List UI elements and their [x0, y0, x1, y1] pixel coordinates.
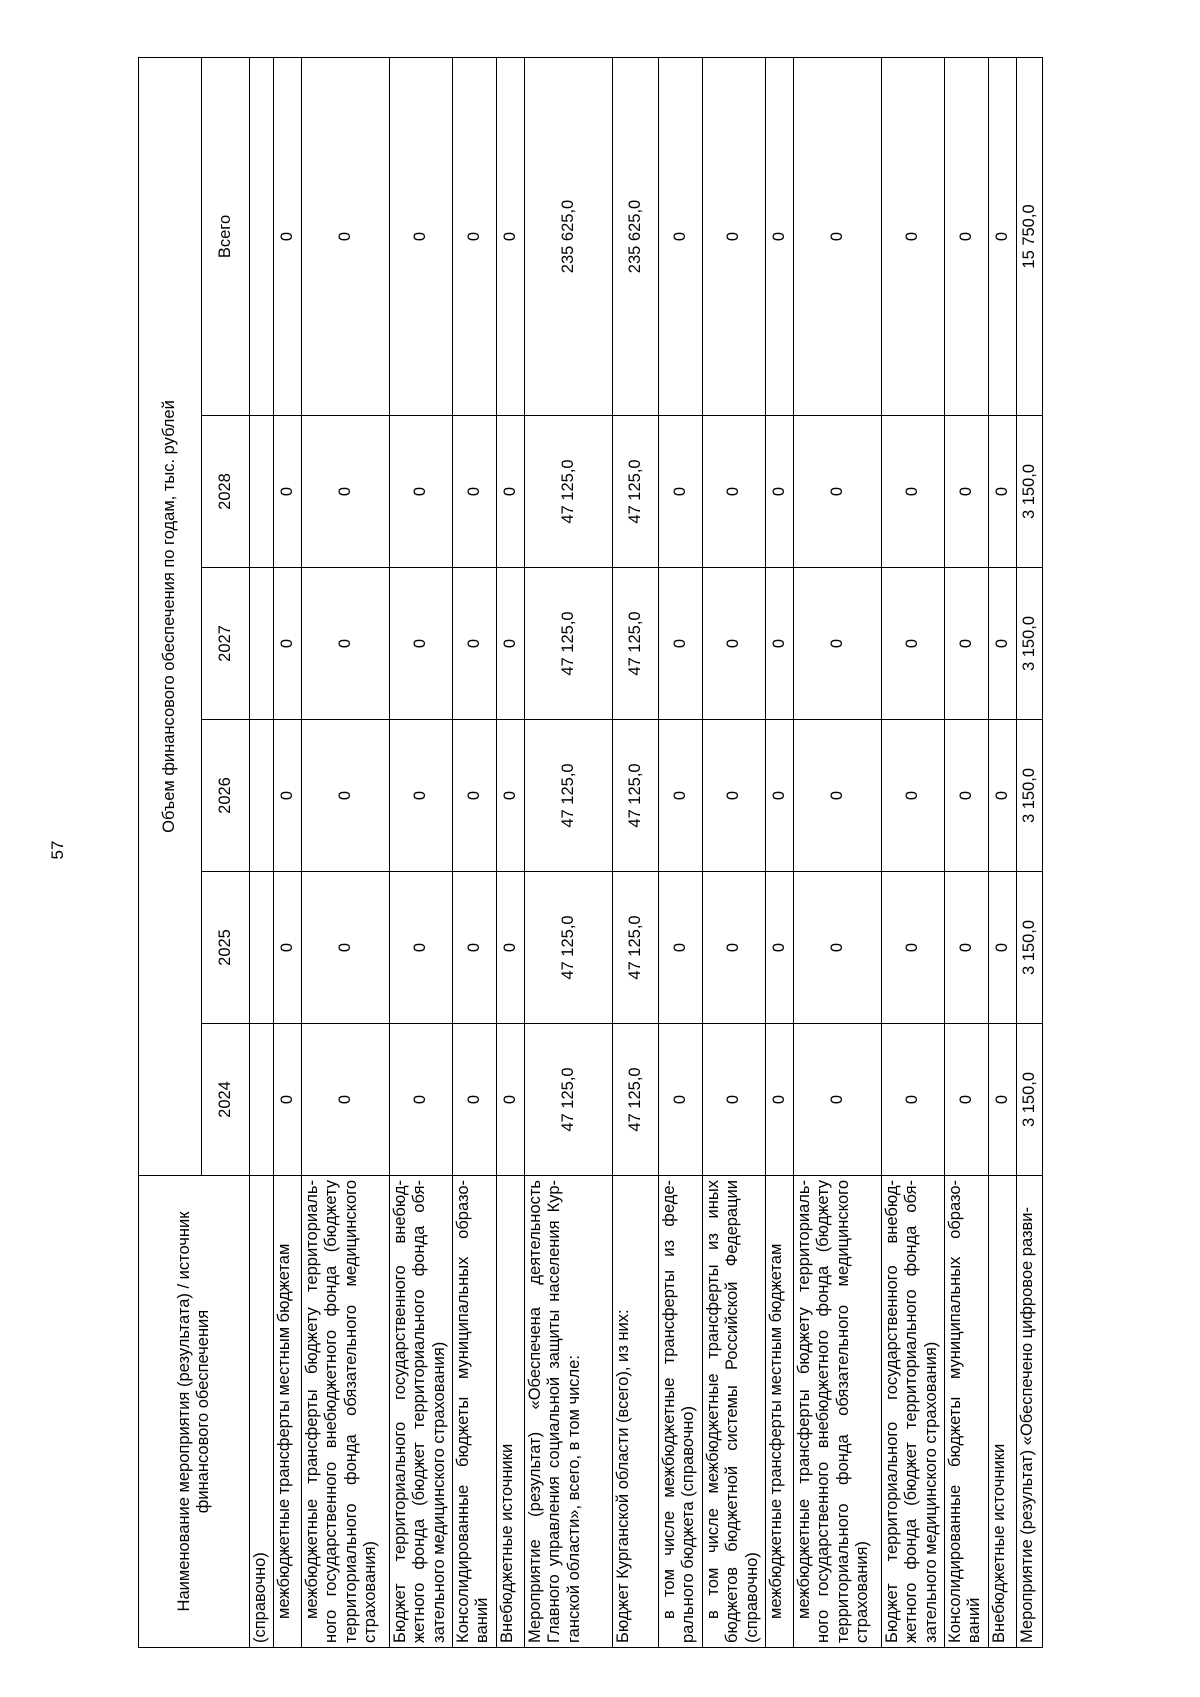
- column-header-year: Всего: [202, 57, 250, 415]
- value-cell: 0: [794, 720, 882, 872]
- value-cell: 0: [274, 568, 302, 720]
- row-label: межбюджетные трансферты бюджету территориаль-ного государственного внебюджетного фонда (бюджету территориального фонда обязательного медицинского страхования): [794, 1176, 882, 1648]
- value-cell: 0: [659, 872, 703, 1024]
- value-cell: 0: [989, 416, 1017, 568]
- value-cell: 47 125,0: [613, 416, 659, 568]
- value-cell: 0: [453, 416, 497, 568]
- table-row: [1017, 57, 1043, 1647]
- column-header-year: 2025: [202, 872, 250, 1024]
- value-cell: 0: [945, 416, 989, 568]
- table-row: [613, 57, 659, 1647]
- value-cell: 235 625,0: [525, 57, 613, 415]
- value-cell: 0: [945, 57, 989, 415]
- column-header-year: 2028: [202, 416, 250, 568]
- page-number: 57: [48, 840, 67, 860]
- value-cell: [250, 1024, 274, 1176]
- value-cell: 0: [766, 416, 794, 568]
- row-label: Внебюджетные источники: [989, 1176, 1017, 1648]
- value-cell: 0: [453, 57, 497, 415]
- value-cell: 47 125,0: [613, 872, 659, 1024]
- value-cell: 0: [302, 57, 390, 415]
- value-cell: 0: [794, 1024, 882, 1176]
- value-cell: 3 150,0: [1017, 720, 1043, 872]
- value-cell: [250, 720, 274, 872]
- value-cell: 0: [497, 416, 525, 568]
- row-label: межбюджетные трансферты местным бюджетам: [766, 1176, 794, 1648]
- value-cell: 0: [274, 720, 302, 872]
- value-cell: 15 750,0: [1017, 57, 1043, 415]
- column-header-year: 2026: [202, 720, 250, 872]
- value-cell: 3 150,0: [1017, 568, 1043, 720]
- table-row: [766, 57, 794, 1647]
- value-cell: 0: [274, 872, 302, 1024]
- value-cell: 0: [989, 872, 1017, 1024]
- value-cell: 0: [882, 1024, 945, 1176]
- value-cell: 0: [497, 872, 525, 1024]
- row-label: Мероприятие (результат) «Обеспечена деятельность Главного управления социальной защиты населения Кур-ганской области», всего, в том числе:: [525, 1176, 613, 1648]
- value-cell: 0: [703, 872, 766, 1024]
- value-cell: 0: [945, 568, 989, 720]
- value-cell: [250, 568, 274, 720]
- value-cell: 0: [390, 1024, 453, 1176]
- rotated-table-wrapper: [138, 58, 1178, 1648]
- value-cell: [250, 872, 274, 1024]
- column-header-group: Объем финансового обеспечения по годам, тыс. рублей: [139, 57, 202, 1175]
- value-cell: 0: [703, 416, 766, 568]
- value-cell: 0: [302, 720, 390, 872]
- value-cell: 0: [989, 568, 1017, 720]
- table-row: [453, 57, 497, 1647]
- value-cell: 0: [794, 568, 882, 720]
- value-cell: 0: [703, 720, 766, 872]
- value-cell: 0: [274, 416, 302, 568]
- row-label: Внебюджетные источники: [497, 1176, 525, 1648]
- row-label: межбюджетные трансферты местным бюджетам: [274, 1176, 302, 1648]
- value-cell: [250, 57, 274, 415]
- value-cell: 0: [453, 1024, 497, 1176]
- value-cell: 0: [766, 872, 794, 1024]
- value-cell: 0: [882, 416, 945, 568]
- value-cell: 0: [453, 568, 497, 720]
- value-cell: 47 125,0: [525, 416, 613, 568]
- row-label: Бюджет территориального государственного внебюд-жетного фонда (бюджет территориального фонда обя-зательного медицинского страхования): [882, 1176, 945, 1648]
- value-cell: 0: [390, 57, 453, 415]
- column-header-name: Наименование мероприятия (результата) / источник финансового обеспечения: [139, 1176, 250, 1648]
- value-cell: 0: [794, 416, 882, 568]
- row-label: Консолидированные бюджеты муниципальных образо-ваний: [453, 1176, 497, 1648]
- table-row: [882, 57, 945, 1647]
- table-row: [703, 57, 766, 1647]
- value-cell: [250, 416, 274, 568]
- value-cell: 0: [766, 1024, 794, 1176]
- value-cell: 0: [794, 872, 882, 1024]
- value-cell: 0: [945, 1024, 989, 1176]
- value-cell: 0: [497, 57, 525, 415]
- row-label: межбюджетные трансферты бюджету территориаль-ного государственного внебюджетного фонда (бюджету территориального фонда обязательного медицинского страхования): [302, 1176, 390, 1648]
- row-label: Бюджет Курганской области (всего), из них:: [613, 1176, 659, 1648]
- value-cell: 0: [882, 872, 945, 1024]
- value-cell: 47 125,0: [613, 1024, 659, 1176]
- value-cell: 47 125,0: [525, 1024, 613, 1176]
- column-header-year: 2027: [202, 568, 250, 720]
- value-cell: 0: [453, 720, 497, 872]
- value-cell: 3 150,0: [1017, 872, 1043, 1024]
- value-cell: 0: [945, 720, 989, 872]
- value-cell: 0: [497, 720, 525, 872]
- row-label: в том числе межбюджетные трансферты из иных бюджетов бюджетной системы Российской Федерации (справочно): [703, 1176, 766, 1648]
- value-cell: 0: [989, 57, 1017, 415]
- value-cell: 0: [989, 720, 1017, 872]
- value-cell: 0: [703, 568, 766, 720]
- value-cell: 47 125,0: [613, 720, 659, 872]
- value-cell: 0: [302, 1024, 390, 1176]
- value-cell: 0: [497, 568, 525, 720]
- table-row: [659, 57, 703, 1647]
- value-cell: 0: [882, 568, 945, 720]
- value-cell: 47 125,0: [525, 872, 613, 1024]
- row-label: Консолидированные бюджеты муниципальных образо-ваний: [945, 1176, 989, 1648]
- table-row: [525, 57, 613, 1647]
- table-row: [945, 57, 989, 1647]
- value-cell: 0: [766, 720, 794, 872]
- table-row: [274, 57, 302, 1647]
- value-cell: 0: [989, 1024, 1017, 1176]
- value-cell: 235 625,0: [613, 57, 659, 415]
- value-cell: 0: [390, 872, 453, 1024]
- value-cell: 0: [659, 416, 703, 568]
- table-row: [302, 57, 390, 1647]
- value-cell: 0: [703, 57, 766, 415]
- value-cell: 0: [659, 1024, 703, 1176]
- value-cell: 47 125,0: [613, 568, 659, 720]
- value-cell: 0: [497, 1024, 525, 1176]
- value-cell: 0: [766, 568, 794, 720]
- table-row: [497, 57, 525, 1647]
- table-row: [250, 57, 274, 1647]
- value-cell: 0: [390, 416, 453, 568]
- value-cell: 0: [659, 720, 703, 872]
- value-cell: 0: [390, 720, 453, 872]
- value-cell: 0: [766, 57, 794, 415]
- value-cell: 0: [659, 568, 703, 720]
- value-cell: 3 150,0: [1017, 416, 1043, 568]
- value-cell: 0: [703, 1024, 766, 1176]
- value-cell: 0: [659, 57, 703, 415]
- value-cell: 0: [302, 872, 390, 1024]
- value-cell: 0: [302, 568, 390, 720]
- row-label: в том числе межбюджетные трансферты из феде-рального бюджета (справочно): [659, 1176, 703, 1648]
- value-cell: 0: [274, 57, 302, 415]
- value-cell: 0: [302, 416, 390, 568]
- value-cell: 47 125,0: [525, 720, 613, 872]
- value-cell: 0: [390, 568, 453, 720]
- row-label: Бюджет территориального государственного внебюд-жетного фонда (бюджет территориального фонда обя-зательного медицинского страхования): [390, 1176, 453, 1648]
- financing-table: [138, 57, 1043, 1648]
- value-cell: 0: [945, 872, 989, 1024]
- value-cell: 47 125,0: [525, 568, 613, 720]
- row-label: Мероприятие (результат) «Обеспечено цифровое разви-: [1017, 1176, 1043, 1648]
- value-cell: 0: [274, 1024, 302, 1176]
- table-row: [989, 57, 1017, 1647]
- value-cell: 0: [882, 57, 945, 415]
- value-cell: 0: [453, 872, 497, 1024]
- table-row: [390, 57, 453, 1647]
- table-row: [794, 57, 882, 1647]
- value-cell: 3 150,0: [1017, 1024, 1043, 1176]
- value-cell: 0: [794, 57, 882, 415]
- row-label: (справочно): [250, 1176, 274, 1648]
- value-cell: 0: [882, 720, 945, 872]
- column-header-year: 2024: [202, 1024, 250, 1176]
